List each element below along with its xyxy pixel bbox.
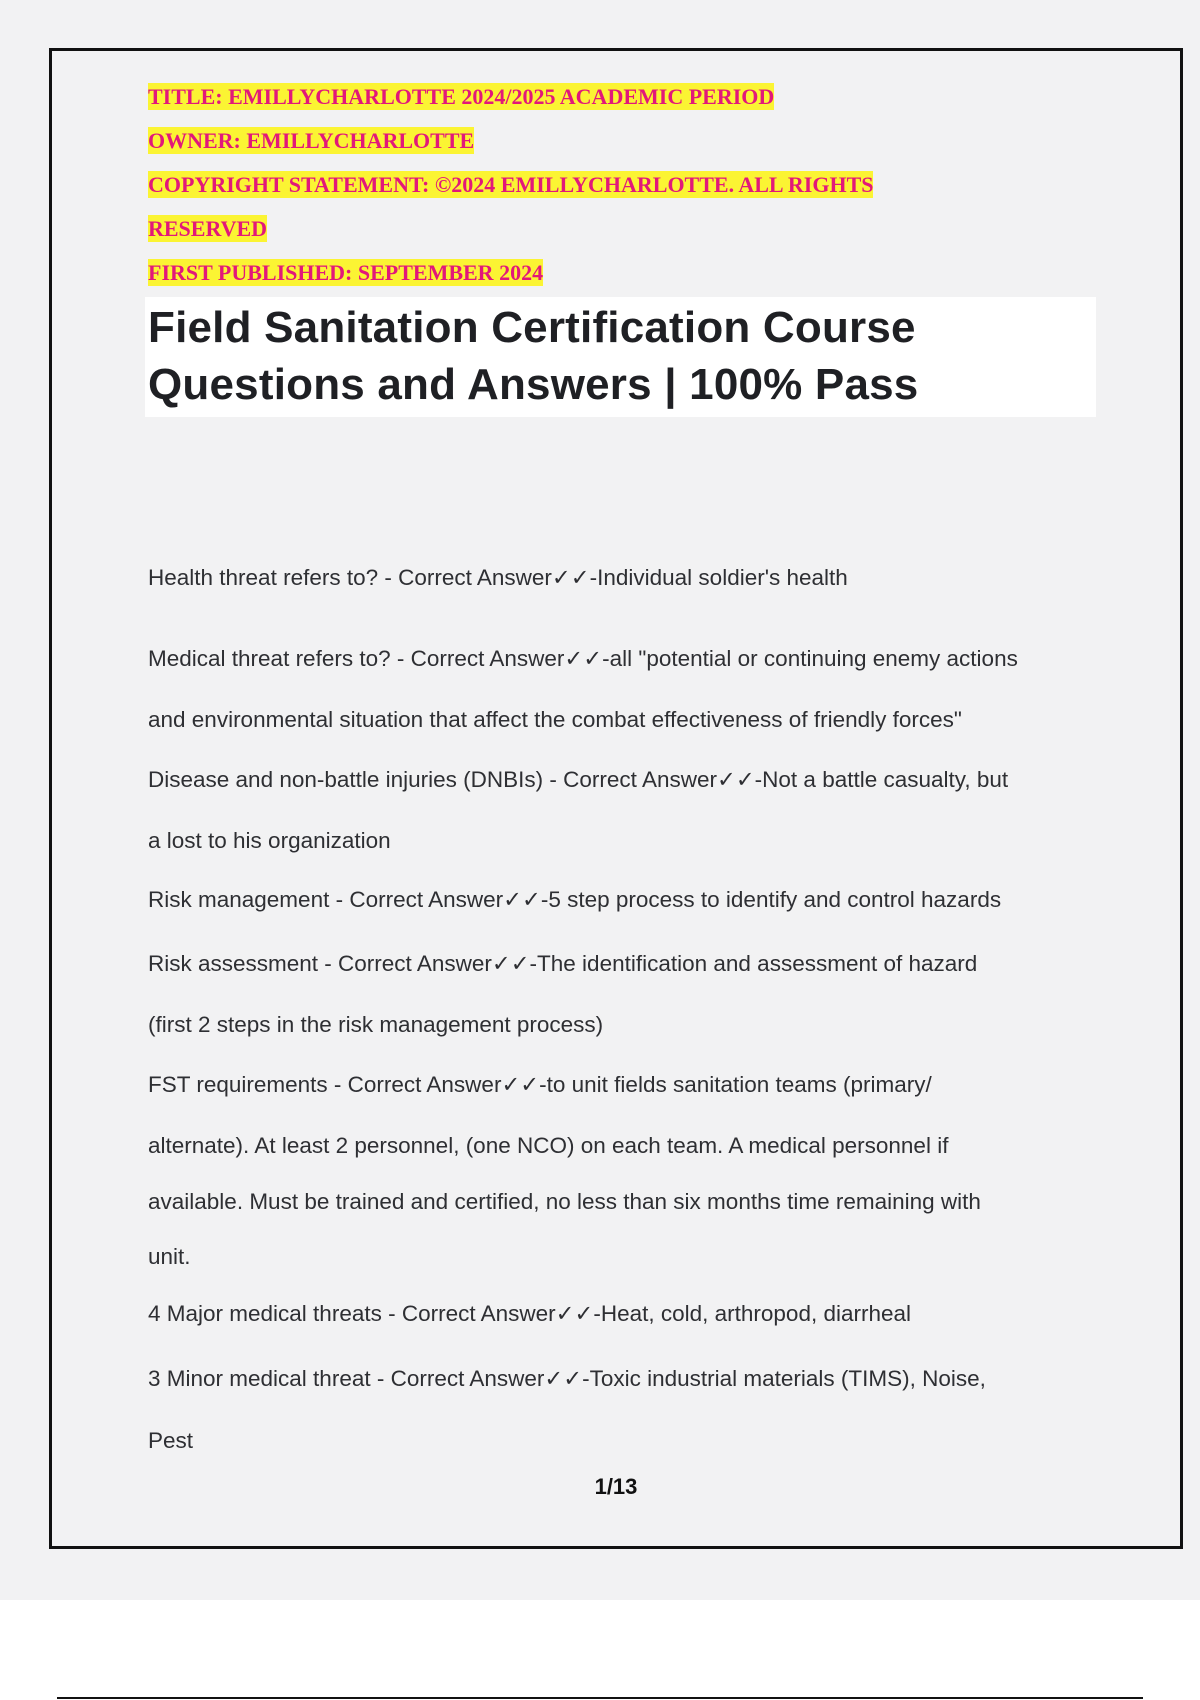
divider [57, 1697, 1143, 1699]
meta-owner: OWNER: EMILLYCHARLOTTE [148, 128, 475, 153]
qa-line: Risk management - Correct Answer✓✓-5 step process to identify and control hazards [148, 887, 1002, 912]
meta-copyright-cont: RESERVED [148, 216, 268, 241]
qa-line: Disease and non-battle injuries (DNBIs) - Correct Answer✓✓-Not a battle casualty, but [148, 767, 1009, 792]
meta-copyright: COPYRIGHT STATEMENT: ©2024 EMILLYCHARLOTTE. ALL RIGHTS [148, 172, 874, 197]
qa-line: a lost to his organization [148, 828, 391, 853]
qa-line: Health threat refers to? - Correct Answer✓✓-Individual soldier's health [148, 565, 848, 590]
qa-line: 4 Major medical threats - Correct Answer✓✓-Heat, cold, arthropod, diarrheal [148, 1301, 912, 1326]
qa-line: 3 Minor medical threat - Correct Answer✓✓-Toxic industrial materials (TIMS), Noise, [148, 1366, 986, 1391]
page-number: 1/13 [594, 1474, 638, 1499]
qa-line: unit. [148, 1244, 191, 1269]
qa-line: (first 2 steps in the risk management process) [148, 1012, 604, 1037]
meta-published: FIRST PUBLISHED: SEPTEMBER 2024 [148, 260, 544, 285]
qa-line: FST requirements - Correct Answer✓✓-to unit fields sanitation teams (primary/ [148, 1072, 932, 1097]
qa-line: available. Must be trained and certified, no less than six months time remaining with [148, 1189, 981, 1214]
page-title [145, 297, 1096, 417]
document-page [49, 48, 1183, 1549]
meta-title: TITLE: EMILLYCHARLOTTE 2024/2025 ACADEMIC PERIOD [148, 84, 775, 109]
page-title-line: Field Sanitation Certification Course [148, 303, 916, 352]
qa-line: Risk assessment - Correct Answer✓✓-The identification and assessment of hazard [148, 951, 978, 976]
page-title-line: Questions and Answers | 100% Pass [148, 360, 919, 409]
qa-line: and environmental situation that affect the combat effectiveness of friendly forces" [148, 707, 962, 732]
qa-line: Medical threat refers to? - Correct Answer✓✓-all "potential or continuing enemy actions [148, 646, 1018, 671]
qa-line: alternate). At least 2 personnel, (one NCO) on each team. A medical personnel if [148, 1133, 949, 1158]
qa-line: Pest [148, 1428, 194, 1453]
document-header [148, 75, 1138, 417]
